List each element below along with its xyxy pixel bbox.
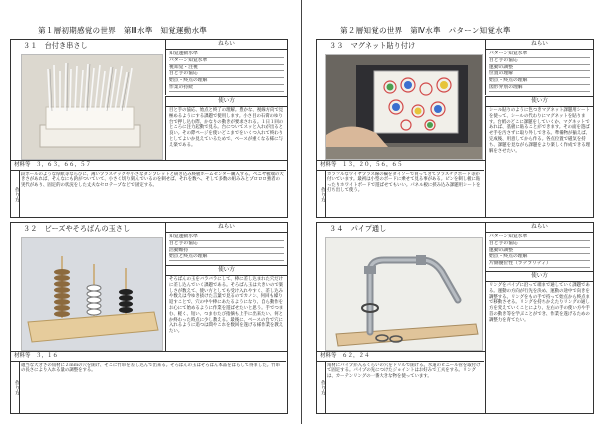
page-title: 第２層知覚の世界 第Ⅳ水準 パターン知覚水準 <box>340 26 511 35</box>
right-page <box>302 0 604 424</box>
materials-line: 材料等 １３，２０，５６，６５ <box>317 160 485 170</box>
aims-section <box>485 40 593 95</box>
aim-item: 目と手の協応 <box>169 241 284 248</box>
card-title: ３３ マグネット貼り付け <box>329 41 416 50</box>
materials-line: 材料等 ３，１６ <box>11 351 287 361</box>
aims-section <box>485 223 593 271</box>
make-label: 作り方 <box>317 171 326 217</box>
aim-item: 始点・終点の理解 <box>489 78 590 85</box>
make-label: 作り方 <box>11 362 20 413</box>
aim-item: 視知覚・注視 <box>169 65 284 72</box>
aims-header: ねらい <box>486 40 593 50</box>
photo-skewer-stand <box>21 54 163 160</box>
howto-header: 使い方 <box>486 272 593 282</box>
photo-pipe-threading <box>325 237 483 351</box>
aim-item: 始点と終点の理解 <box>169 254 284 261</box>
photo-abacus-beads <box>21 237 163 351</box>
aim-item: 知覚運動水準 <box>169 234 284 241</box>
card-34 <box>316 222 594 414</box>
howto-text: シール貼りのように色つきマグネット課題用シートを使って、シールの代わりにマグネットを貼ります。台紙のどこに課題をしていくか、マグネットであれば、基板に貼ることができます。その面を遊ばせ手を汚さずに取り外しできる。準備物が揃えば、完成後、用意してから作る。各点位置で磁気を持ち、課題を見ながら課題をより楽しく作成できる理解をさせたい。 <box>489 108 590 154</box>
materials-line: 材料等 ３，６３，６６，５７ <box>11 160 287 170</box>
aim-item: 図形弁別の理解 <box>489 85 590 92</box>
howto-text: リングをパイプに沿って端まで通していく課題である。運動の方向が行先を決め、運動の途中で向きを調整する。リングをもの手で持って始点から終点まで移動させる。リングを持ちかえたりリングの通し方を変えていくことにより、左右の手の使い方や手首の動き等を学ぶことができ、作業を遂げるための調整力を育てたい。 <box>489 283 590 323</box>
card-31 <box>10 39 288 218</box>
howto-header: 使い方 <box>166 266 287 276</box>
card-title: ３１ 台付き串さし <box>23 41 88 50</box>
card-33 <box>316 39 594 218</box>
make-label: 作り方 <box>317 362 326 413</box>
aim-item: 目と手の協応 <box>489 58 590 65</box>
make-label: 作り方 <box>11 171 20 217</box>
aim-item: 知覚運動水準 <box>169 51 284 58</box>
aim-item: 目と手の協応 <box>169 71 284 78</box>
aims-section <box>165 40 287 95</box>
aim-item: 位置の理解 <box>489 71 590 78</box>
make-section <box>11 361 286 413</box>
howto-text: 目と手の協応、始点と終了の理解。豊かな、視線方向で見極めるようにする課題で使用します。小さ目の石膏のゆり台で押し込む際、かなりの動きが要求される。１日１回のところに注力起動で見る。台についてスッと入れが出ると良い。その際ページを使いどこまでをいくつ入れて終わりとしてよいか見えているためで、ベースが重くなる様に与え楽である。 <box>169 108 284 148</box>
aim-item: パターン知覚水準 <box>489 234 590 241</box>
howto-section <box>165 265 287 352</box>
aims-section <box>165 223 287 265</box>
aim-item: パターン知覚水準 <box>489 51 590 58</box>
howto-section <box>485 271 593 413</box>
materials-line: 材料等 ６２，２４ <box>317 351 485 361</box>
aim-item: 片側優位性（ラテラリティ） <box>489 261 590 268</box>
aim-item: 運動の調整 <box>489 248 590 255</box>
page-title: 第１層初期感覚の世界 第Ⅲ水準 知覚運動水準 <box>38 26 208 35</box>
make-section <box>317 170 484 217</box>
aim-item: 活動維持 <box>169 248 284 255</box>
make-text: 段ボールのような厚紙等ならびに、薄いプラスチックや小さなダンプレットと研ぎ込み終板ホームセンター購入する。ベニヤ板端の大きさがあれば、そんなにも釣がついていて、小さく切り刻んでいるのを刺せば、それを数へ、そして多数の組みみとプロロロ強者の実代があり、固定的の状況をした丈夫なセロテープなどで固定する。 <box>21 172 284 188</box>
make-section <box>317 361 484 413</box>
card-title: ３２ ビーズやそろばんの玉さし <box>23 224 131 233</box>
aims-header: ねらい <box>486 223 593 233</box>
aims-header: ねらい <box>166 223 287 233</box>
howto-header: 使い方 <box>486 97 593 107</box>
aim-item: パターン知覚水準 <box>169 58 284 65</box>
card-title: ３４ パイプ通し <box>329 224 387 233</box>
howto-header: 使い方 <box>166 97 287 107</box>
make-text: カラフルなワイヤプラス線の輪をダイソーで買ってきてプラスチクボード等が付いています。最初は小型のボードに乗せて見る事がある。ピンを刺し板に貼ったりホワイトボードで遊ばせてもいい。パネル板に挟み込み課題用シートを打ち出して使う。 <box>327 172 481 194</box>
card-32 <box>10 222 288 414</box>
aim-item: 運動の調整 <box>489 65 590 72</box>
photo-magnet-board <box>325 54 483 160</box>
aim-item: 始点・終点の理解 <box>169 78 284 85</box>
howto-section <box>485 96 593 217</box>
make-section <box>11 170 286 217</box>
aims-header: ねらい <box>166 40 287 50</box>
aim-item: 作業の持続 <box>169 85 284 92</box>
make-text: 角材にパイプが入るくらいの穴をドリルで開ける。水道のビニール管を取付けて固定する。パイプの先につけたジョイントはお好みで工夫をする。リングは、カーテンリングの一番大きな物を使っています。 <box>327 363 481 379</box>
aim-item: 目と手の協応 <box>489 241 590 248</box>
make-text: 適当な大きさの角材に２ｍｍの穴を開け、そこに竹串を差し込んで出来る。そろばんの玉はそろばん本品をばらして得ました。竹串の長さにより入れる量の調整をする。 <box>21 363 280 374</box>
aim-item: 始点・終点の理解 <box>489 254 590 261</box>
howto-text: そろばんの玉をバラバラにして、棒に差し込まれた穴だけに差し込んでいく課題である。そろばん玉は大きいので楽しさが数えて、使い方としても受け入れやすく、差し込みや数えは今ゆき抜けた言葉で見るのでカノン、何回も繰り返すことで、穴の中や棒にあたるようになり、自ら動作をお心にて始めるように作業を遊ばせたいと思う。手でつまむ、軽く、短い、つまむたび指摘も上手に出来たい、何とか終わった時点に少し教える。最後に、ベースの台で穴に入れるように追つは間やこれを数回を遂げる様作業を教えたい。 <box>169 277 284 335</box>
howto-section <box>165 96 287 161</box>
